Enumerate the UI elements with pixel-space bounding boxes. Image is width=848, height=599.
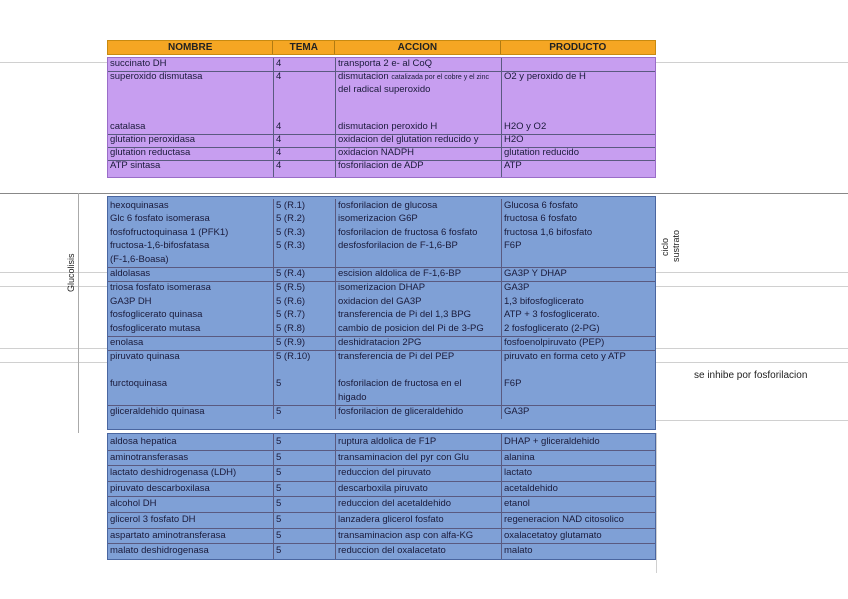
cell-tema: 4: [274, 160, 336, 177]
cell-accion: [336, 350, 502, 405]
cell-line: aldolasas: [110, 268, 151, 279]
cell-line: desfosforilacion de F-1,6-BP: [338, 240, 458, 252]
cell-line: piruvato quinasa: [110, 351, 180, 363]
table-row: [108, 121, 655, 135]
cell-line: Glucosa 6 fosfato: [504, 200, 578, 211]
cell-tema: 5: [274, 512, 336, 528]
cell-line: gliceraldehido quinasa: [110, 406, 205, 417]
cell-tema: 4: [274, 147, 336, 160]
table-header: [107, 40, 656, 55]
cell-accion: [336, 267, 502, 281]
cell-line: fosfoglicerato mutasa: [110, 322, 201, 334]
cell-tema: 5: [274, 465, 336, 481]
cell-producto: malato: [504, 545, 533, 557]
cell-accion: [336, 199, 502, 267]
cell-nombre: ATP sintasa: [108, 160, 274, 177]
cell-line: triosa fosfato isomerasa: [110, 282, 211, 294]
cell-accion: descarboxila piruvato: [336, 481, 502, 497]
cell-nombre: alcohol DH: [108, 496, 274, 512]
other-enzymes-section: [107, 433, 656, 560]
table-row: [108, 465, 655, 482]
cell-line: 5 (R.8): [276, 322, 306, 334]
cell-line: fosforilacion de fructosa en el: [338, 378, 462, 390]
table-row: [108, 134, 655, 148]
cell-tema: 4: [274, 134, 336, 147]
cell-line: 5: [276, 406, 282, 417]
cell-line: 5 (R.3): [276, 226, 306, 238]
cell-tema: 5: [274, 528, 336, 544]
cell-line: higado: [338, 391, 367, 403]
cell-tema: 4: [274, 121, 336, 134]
table-row: [108, 147, 655, 161]
cell-line: 5: [276, 378, 282, 390]
cell-tema: [274, 350, 336, 405]
cell-line: F6P: [504, 240, 522, 252]
cell-line: GA3P Y DHAP: [504, 268, 567, 279]
cell-line: fosforilacion de fructosa 6 fosfato: [338, 226, 478, 238]
cell-nombre: [108, 336, 274, 350]
cell-nombre: malato deshidrogenasa: [108, 543, 274, 559]
grid-line: [0, 193, 848, 194]
cell-producto: O2 y peroxido de H: [504, 71, 586, 82]
cell-line: 5 (R.9): [276, 337, 306, 348]
cell-line: fosfoenolpiruvato (PEP): [504, 337, 605, 348]
cell-producto: H2O y O2: [504, 121, 547, 132]
cell-line: 1,3 bifosfoglicerato: [504, 295, 584, 307]
cell-line: ATP + 3 fosfoglicerato.: [504, 309, 600, 321]
cell-line: [338, 253, 501, 266]
cell-accion: [336, 281, 502, 336]
cell-producto: [502, 199, 657, 267]
grid-line: [0, 348, 107, 349]
grid-line: [656, 62, 848, 63]
glucolisis-label: Glucolisis: [66, 253, 76, 292]
cell-line: furctoquinasa: [110, 378, 168, 390]
header-accion: ACCION: [335, 41, 500, 54]
cell-line: isomerizacion DHAP: [338, 282, 426, 294]
cell-tema: 4: [274, 71, 336, 134]
cell-accion: transporta 2 e- al CoQ: [336, 58, 502, 71]
cell-accion: fosforilacion de ADP: [336, 160, 502, 177]
cell-producto: ATP: [504, 160, 522, 171]
cell-line: transferencia de Pi del PEP: [338, 351, 455, 363]
cell-nombre: [108, 405, 274, 419]
cell-tema: 4: [274, 58, 336, 71]
cell-producto: etanol: [504, 498, 530, 510]
cell-nombre: catalasa: [108, 121, 274, 134]
cell-line: fosfoglicerato quinasa: [110, 309, 203, 321]
grid-line: [78, 193, 79, 433]
cell-line: transferencia de Pi del 1,3 BPG: [338, 309, 472, 321]
cell-tema: 5: [274, 543, 336, 559]
cell-nombre: glutation peroxidasa: [108, 134, 274, 147]
grid-line: [0, 272, 107, 273]
accion-text-2: del radical superoxido: [338, 84, 431, 95]
cell-accion: [336, 336, 502, 350]
cell-line: deshidratacion 2PG: [338, 337, 422, 348]
cell-accion: oxidacion del glutation reducido y: [336, 134, 502, 147]
cell-producto: [502, 58, 657, 71]
cell-nombre: piruvato descarboxilasa: [108, 481, 274, 497]
cell-line: [504, 391, 657, 404]
cell-nombre: [108, 350, 274, 405]
cell-line: Glc 6 fosfato isomerasa: [110, 213, 210, 225]
cell-line: 5 (R.7): [276, 309, 306, 321]
cell-line: 5 (R.1): [276, 200, 306, 211]
cell-producto: DHAP + gliceraldehido: [504, 436, 600, 447]
grid-line: [0, 286, 107, 287]
cell-line: [338, 364, 501, 377]
purple-section: [107, 57, 656, 178]
cell-accion: dismutacion peroxido H: [336, 121, 502, 134]
cell-nombre: glutation reductasa: [108, 147, 274, 160]
cell-line: 2 fosfoglicerato (2-PG): [504, 322, 600, 334]
accion-text: dismutacion: [338, 71, 389, 82]
cell-line: fosfofructoquinasa 1 (PFK1): [110, 226, 229, 238]
cell-line: [110, 391, 273, 404]
cell-nombre: aspartato aminotransferasa: [108, 528, 274, 544]
cell-line: piruvato en forma ceto y ATP: [504, 351, 626, 363]
grid-line: [656, 348, 848, 349]
cell-tema: 5: [274, 434, 336, 450]
table-row: [108, 512, 655, 529]
cell-producto: [502, 350, 657, 405]
cell-producto: [502, 405, 657, 419]
cell-line: cambio de posicion del Pi de 3-PG: [338, 322, 484, 334]
cell-line: [276, 253, 335, 266]
cell-nombre: [108, 199, 274, 267]
table-row: [108, 450, 655, 467]
cell-line: 5 (R.2): [276, 213, 306, 225]
grid-line: [656, 272, 848, 273]
cell-line: 5 (R.4): [276, 268, 306, 279]
cell-tema: [274, 405, 336, 419]
cell-nombre: aminotransferasas: [108, 450, 274, 466]
cell-producto: regeneracion NAD citosolico: [504, 514, 624, 525]
table-row-group: [108, 281, 655, 337]
cell-line: fructosa 6 fosfato: [504, 213, 577, 225]
cell-accion: reduccion del piruvato: [336, 465, 502, 481]
cell-line: [276, 364, 335, 377]
cell-line: (F-1,6-Boasa): [110, 253, 169, 265]
cell-tema: 5: [274, 481, 336, 497]
cell-nombre: lactato deshidrogenasa (LDH): [108, 465, 274, 481]
cell-nombre: glicerol 3 fosfato DH: [108, 512, 274, 528]
cell-line: [276, 391, 335, 404]
table-row: [108, 528, 655, 545]
sustrato-label: sustrato: [671, 229, 681, 262]
cell-producto: alanina: [504, 451, 535, 463]
header-producto: PRODUCTO: [549, 42, 607, 53]
cell-nombre: superoxido dismutasa: [108, 71, 274, 134]
table-row: [108, 481, 655, 498]
cell-nombre: [108, 281, 274, 336]
grid-line: [0, 62, 107, 63]
grid-line: [656, 420, 848, 421]
table-row-group: [108, 199, 655, 268]
cell-accion: transaminacion del pyr con Glu: [336, 450, 502, 466]
header-tema: TEMA: [273, 41, 335, 54]
cell-line: [504, 364, 657, 377]
cell-line: 5 (R.3): [276, 240, 306, 252]
table-row: [108, 543, 655, 559]
table-row-group: [108, 267, 655, 282]
cell-line: GA3P DH: [110, 295, 152, 307]
table-row: [108, 160, 655, 177]
cell-nombre: succinato DH: [108, 58, 274, 71]
cell-accion: [336, 405, 502, 419]
table-row: [108, 434, 655, 451]
cell-tema: 5: [274, 450, 336, 466]
table-row: [108, 58, 655, 72]
glucolisis-section: [107, 196, 656, 430]
cell-accion: reduccion del oxalacetato: [336, 543, 502, 559]
cell-accion: lanzadera glicerol fosfato: [336, 512, 502, 528]
cell-line: escision aldolica de F-1,6-BP: [338, 268, 462, 279]
cell-line: 5 (R.5): [276, 282, 306, 294]
cell-producto: oxalacetatoy glutamato: [504, 529, 602, 541]
cell-producto: [502, 267, 657, 281]
cell-tema: 5: [274, 496, 336, 512]
cell-line: GA3P: [504, 282, 530, 294]
cell-nombre: [108, 267, 274, 281]
cell-producto: glutation reducido: [504, 147, 579, 158]
cell-nombre: aldosa hepatica: [108, 434, 274, 450]
table-row-group: [108, 350, 655, 406]
ciclo-label: ciclo: [660, 237, 670, 256]
cell-line: GA3P: [504, 406, 530, 417]
cell-line: [110, 364, 273, 377]
accion-small-text: catalizada por el cobre y el zinc: [391, 74, 490, 81]
inhibition-note: se inhibe por fosforilacion: [694, 370, 808, 381]
cell-producto: lactato: [504, 467, 532, 479]
cell-line: fosforilacion de glucosa: [338, 200, 438, 211]
cell-line: fructosa-1,6-bifosfatasa: [110, 240, 210, 252]
grid-line: [656, 286, 848, 287]
table-row-group: [108, 405, 655, 419]
cell-producto: H2O: [504, 134, 524, 145]
cell-line: 5 (R.10): [276, 351, 311, 363]
cell-accion: oxidacion NADPH: [336, 147, 502, 160]
table-row-group: [108, 336, 655, 351]
grid-line: [656, 362, 848, 363]
cell-tema: [274, 336, 336, 350]
cell-line: fructosa 1,6 bifosfato: [504, 226, 593, 238]
cell-line: 5 (R.6): [276, 295, 306, 307]
cell-line: F6P: [504, 378, 522, 390]
cell-accion: reduccion del acetaldehido: [336, 496, 502, 512]
cell-accion: ruptura aldolica de F1P: [336, 434, 502, 450]
table-row: [108, 496, 655, 513]
cell-producto: acetaldehido: [504, 482, 558, 494]
cell-line: hexoquinasas: [110, 200, 169, 211]
grid-line: [0, 362, 107, 363]
cell-line: oxidacion del GA3P: [338, 295, 422, 307]
cell-tema: [274, 267, 336, 281]
cell-accion: transaminacion asp con alfa-KG: [336, 528, 502, 544]
cell-producto: [502, 281, 657, 336]
cell-line: isomerizacion G6P: [338, 213, 418, 225]
cell-line: [504, 253, 657, 266]
cell-producto: [502, 336, 657, 350]
cell-tema: [274, 199, 336, 267]
header-nombre: NOMBRE: [108, 41, 273, 54]
cell-line: enolasa: [110, 337, 144, 348]
cell-tema: [274, 281, 336, 336]
cell-line: fosforilacion de gliceraldehido: [338, 406, 464, 417]
